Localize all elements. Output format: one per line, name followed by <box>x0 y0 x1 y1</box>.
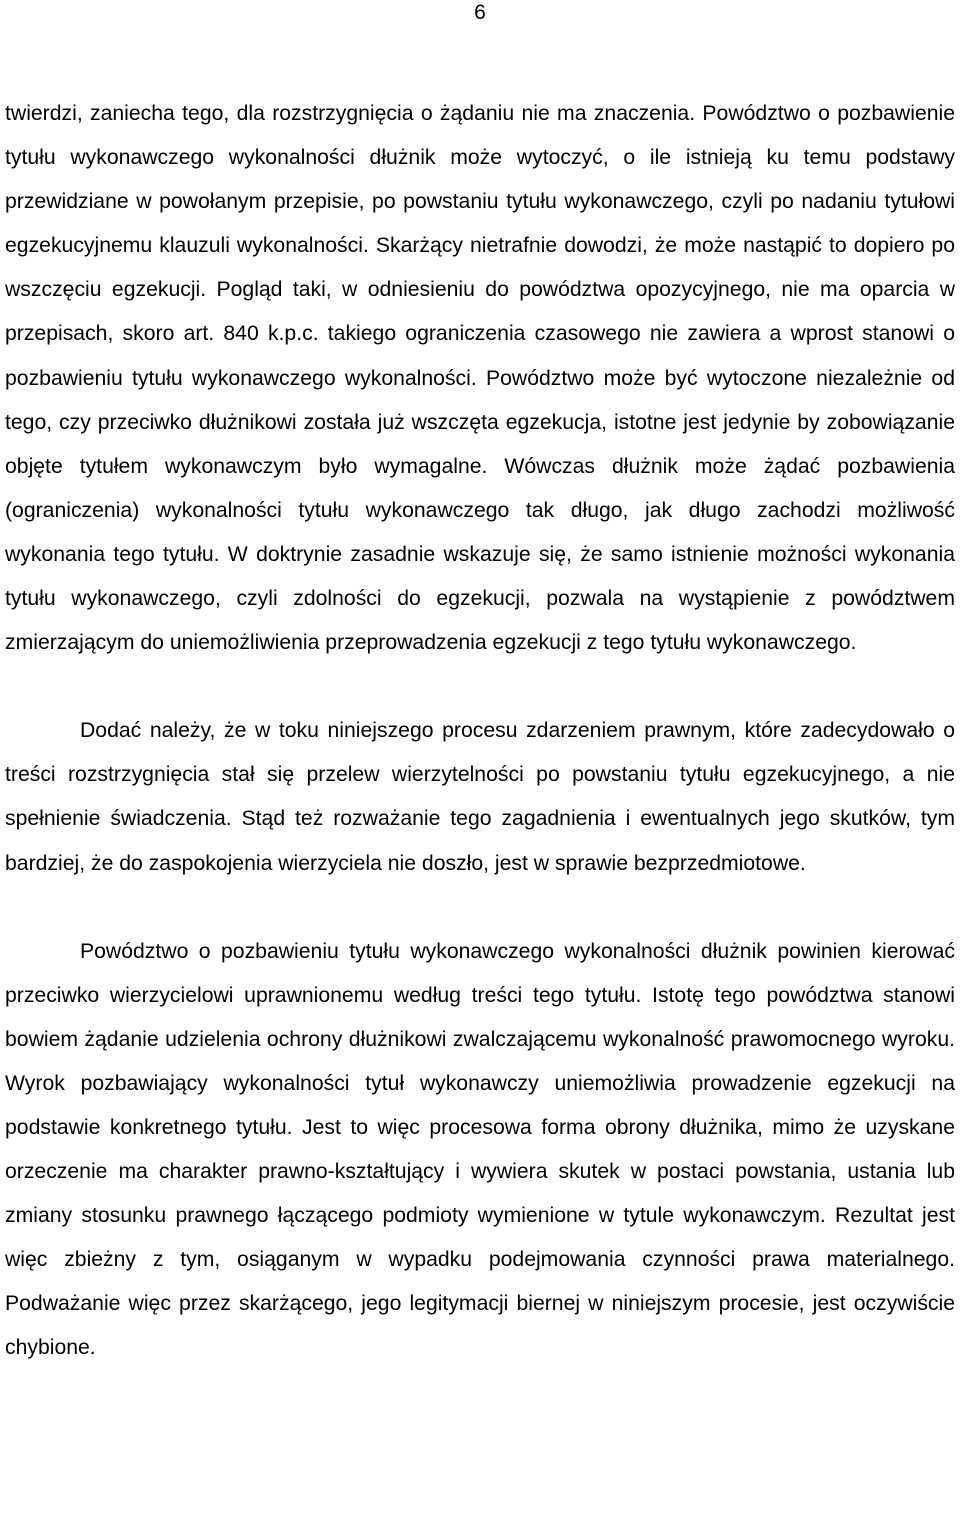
paragraph-added-note: Dodać należy, że w toku niniejszego procesu zdarzeniem prawnym, które zadecydowało o treści rozstrzygnięcia stał się przelew wierzytelności po powstaniu tytułu egzekucyjnego, a nie spełnienie świadczenia. Stąd też rozważanie tego zagadnienia i ewentualnych jego skutków, tym bardziej, że do zaspokojenia wierzyciela nie doszło, jest w sprawie bezprzedmiotowe. <box>5 719 955 875</box>
document-body <box>5 92 955 1371</box>
page-number: 6 <box>474 1 486 24</box>
paragraph-legal-standing: Powództwo o pozbawieniu tytułu wykonawczego wykonalności dłużnik powinien kierować przeciwko wierzycielowi uprawnionemu według treści tego tytułu. Istotę tego powództwa stanowi bowiem żądanie udzielenia ochrony dłużnikowi zwalczającemu wykonalność prawomocnego wyroku. Wyrok pozbawiający wykonalności tytuł wykonawczy uniemożliwia prowadzenie egzekucji na podstawie konkretnego tytułu. Jest to więc procesowa forma obrony dłużnika, mimo że uzyskane orzeczenie ma charakter prawno-kształtujący i wywiera skutek w postaci powstania, ustania lub zmiany stosunku prawnego łączącego podmioty wymienione w tytule wykonawczym. Rezultat jest więc zbieżny z tym, osiąganym w wypadku podejmowania czynności prawa materialnego. Podważanie więc przez skarżącego, jego legitymacji biernej w niniejszym procesie, jest oczywiście chybione. <box>5 939 955 1360</box>
paragraph-continuation: twierdzi, zaniecha tego, dla rozstrzygnięcia o żądaniu nie ma znaczenia. Powództwo o pozbawienie tytułu wykonawczego wykonalności dłużnik może wytoczyć, o ile istnieją ku temu podstawy przewidziane w powołanym przepisie, po powstaniu tytułu wykonawczego, czyli po nadaniu tytułowi egzekucyjnemu klauzuli wykonalności. Skarżący nietrafnie dowodzi, że może nastąpić to dopiero po wszczęciu egzekucji. Pogląd taki, w odniesieniu do powództwa opozycyjnego, nie ma oparcia w przepisach, skoro art. 840 k.p.c. takiego ograniczenia czasowego nie zawiera a wprost stanowi o pozbawieniu tytułu wykonawczego wykonalności. Powództwo może być wytoczone niezależnie od tego, czy przeciwko dłużnikowi została już wszczęta egzekucja, istotne jest jedynie by zobowiązanie objęte tytułem wykonawczym było wymagalne. Wówczas dłużnik może żądać pozbawienia (ograniczenia) wykonalności tytułu wykonawczego tak długo, jak długo zachodzi możliwość wykonania tego tytułu. W doktrynie zasadnie wskazuje się, że samo istnienie możności wykonania tytułu wykonawczego, czyli zdolności do egzekucji, pozwala na wystąpienie z powództwem zmierzającym do uniemożliwienia przeprowadzenia egzekucji z tego tytułu wykonawczego. <box>5 102 955 655</box>
